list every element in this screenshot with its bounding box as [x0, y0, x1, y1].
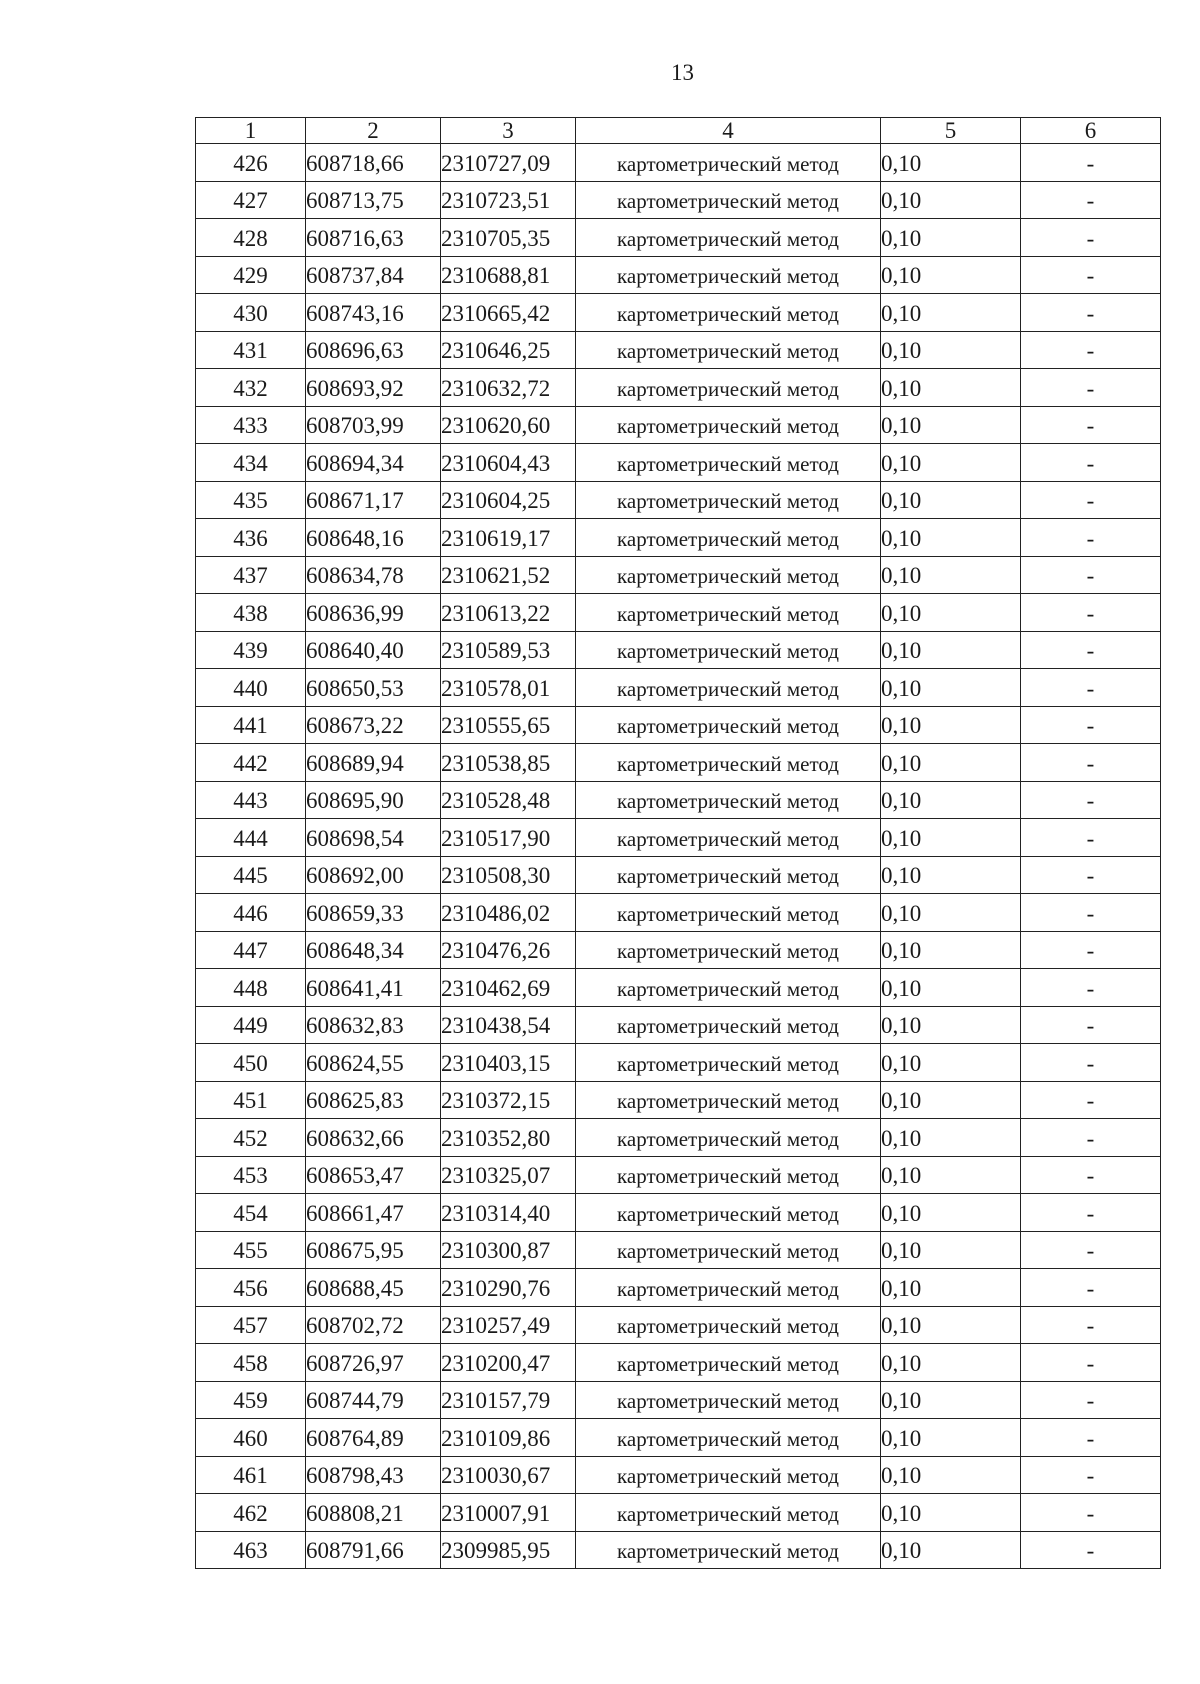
- x-coordinate-cell: 608625,83: [306, 1081, 441, 1119]
- method-cell: картометрический метод: [576, 1269, 881, 1307]
- y-coordinate-cell: 2310109,86: [441, 1419, 576, 1457]
- x-coordinate-cell: 608716,63: [306, 219, 441, 257]
- note-cell: -: [1021, 1344, 1161, 1382]
- method-cell: картометрический метод: [576, 1381, 881, 1419]
- table-row: [196, 1381, 1161, 1419]
- table-row: [196, 1531, 1161, 1569]
- method-cell: картометрический метод: [576, 219, 881, 257]
- accuracy-cell: 0,10: [881, 1006, 1021, 1044]
- y-coordinate-cell: 2310619,17: [441, 519, 576, 557]
- x-coordinate-cell: 608696,63: [306, 331, 441, 369]
- column-header-5: 5: [881, 118, 1021, 144]
- point-number-cell: 428: [196, 219, 306, 257]
- point-number-cell: 431: [196, 331, 306, 369]
- x-coordinate-cell: 608808,21: [306, 1494, 441, 1532]
- accuracy-cell: 0,10: [881, 369, 1021, 407]
- x-coordinate-cell: 608693,92: [306, 369, 441, 407]
- coordinates-table: [195, 117, 1161, 1569]
- x-coordinate-cell: 608650,53: [306, 669, 441, 707]
- note-cell: -: [1021, 744, 1161, 782]
- method-cell: картометрический метод: [576, 144, 881, 182]
- method-cell: картометрический метод: [576, 1006, 881, 1044]
- note-cell: -: [1021, 1231, 1161, 1269]
- table-row: [196, 444, 1161, 482]
- table-body: [196, 144, 1161, 1569]
- point-number-cell: 438: [196, 594, 306, 632]
- point-number-cell: 451: [196, 1081, 306, 1119]
- note-cell: -: [1021, 481, 1161, 519]
- table-row: [196, 406, 1161, 444]
- point-number-cell: 426: [196, 144, 306, 182]
- note-cell: -: [1021, 369, 1161, 407]
- y-coordinate-cell: 2310589,53: [441, 631, 576, 669]
- table-row: [196, 856, 1161, 894]
- y-coordinate-cell: 2310508,30: [441, 856, 576, 894]
- note-cell: -: [1021, 1006, 1161, 1044]
- method-cell: картометрический метод: [576, 1531, 881, 1569]
- y-coordinate-cell: 2310621,52: [441, 556, 576, 594]
- x-coordinate-cell: 608703,99: [306, 406, 441, 444]
- method-cell: картометрический метод: [576, 519, 881, 557]
- point-number-cell: 461: [196, 1456, 306, 1494]
- method-cell: картометрический метод: [576, 1044, 881, 1082]
- point-number-cell: 432: [196, 369, 306, 407]
- table-row: [196, 931, 1161, 969]
- point-number-cell: 459: [196, 1381, 306, 1419]
- x-coordinate-cell: 608661,47: [306, 1194, 441, 1232]
- accuracy-cell: 0,10: [881, 631, 1021, 669]
- point-number-cell: 439: [196, 631, 306, 669]
- method-cell: картометрический метод: [576, 669, 881, 707]
- x-coordinate-cell: 608673,22: [306, 706, 441, 744]
- note-cell: -: [1021, 331, 1161, 369]
- table-row: [196, 1044, 1161, 1082]
- x-coordinate-cell: 608659,33: [306, 894, 441, 932]
- method-cell: картометрический метод: [576, 444, 881, 482]
- point-number-cell: 457: [196, 1306, 306, 1344]
- point-number-cell: 452: [196, 1119, 306, 1157]
- note-cell: -: [1021, 1081, 1161, 1119]
- x-coordinate-cell: 608648,34: [306, 931, 441, 969]
- x-coordinate-cell: 608798,43: [306, 1456, 441, 1494]
- point-number-cell: 448: [196, 969, 306, 1007]
- y-coordinate-cell: 2310030,67: [441, 1456, 576, 1494]
- note-cell: -: [1021, 894, 1161, 932]
- accuracy-cell: 0,10: [881, 181, 1021, 219]
- y-coordinate-cell: 2310200,47: [441, 1344, 576, 1382]
- note-cell: -: [1021, 406, 1161, 444]
- method-cell: картометрический метод: [576, 856, 881, 894]
- table-row: [196, 969, 1161, 1007]
- x-coordinate-cell: 608744,79: [306, 1381, 441, 1419]
- y-coordinate-cell: 2310578,01: [441, 669, 576, 707]
- x-coordinate-cell: 608695,90: [306, 781, 441, 819]
- table-row: [196, 894, 1161, 932]
- x-coordinate-cell: 608641,41: [306, 969, 441, 1007]
- table-row: [196, 369, 1161, 407]
- column-header-3: 3: [441, 118, 576, 144]
- accuracy-cell: 0,10: [881, 1344, 1021, 1382]
- point-number-cell: 433: [196, 406, 306, 444]
- table-row: [196, 219, 1161, 257]
- point-number-cell: 462: [196, 1494, 306, 1532]
- method-cell: картометрический метод: [576, 1419, 881, 1457]
- y-coordinate-cell: 2310538,85: [441, 744, 576, 782]
- accuracy-cell: 0,10: [881, 1119, 1021, 1157]
- table-header: [196, 118, 1161, 144]
- accuracy-cell: 0,10: [881, 931, 1021, 969]
- x-coordinate-cell: 608632,83: [306, 1006, 441, 1044]
- method-cell: картометрический метод: [576, 631, 881, 669]
- accuracy-cell: 0,10: [881, 331, 1021, 369]
- x-coordinate-cell: 608713,75: [306, 181, 441, 219]
- x-coordinate-cell: 608675,95: [306, 1231, 441, 1269]
- point-number-cell: 455: [196, 1231, 306, 1269]
- table-row: [196, 744, 1161, 782]
- method-cell: картометрический метод: [576, 1194, 881, 1232]
- point-number-cell: 444: [196, 819, 306, 857]
- accuracy-cell: 0,10: [881, 1306, 1021, 1344]
- table-row: [196, 1081, 1161, 1119]
- method-cell: картометрический метод: [576, 181, 881, 219]
- point-number-cell: 436: [196, 519, 306, 557]
- method-cell: картометрический метод: [576, 894, 881, 932]
- x-coordinate-cell: 608688,45: [306, 1269, 441, 1307]
- note-cell: -: [1021, 144, 1161, 182]
- y-coordinate-cell: 2310604,25: [441, 481, 576, 519]
- method-cell: картометрический метод: [576, 556, 881, 594]
- method-cell: картометрический метод: [576, 1494, 881, 1532]
- method-cell: картометрический метод: [576, 1081, 881, 1119]
- note-cell: -: [1021, 594, 1161, 632]
- y-coordinate-cell: 2310727,09: [441, 144, 576, 182]
- y-coordinate-cell: 2310613,22: [441, 594, 576, 632]
- accuracy-cell: 0,10: [881, 294, 1021, 332]
- accuracy-cell: 0,10: [881, 444, 1021, 482]
- point-number-cell: 463: [196, 1531, 306, 1569]
- table-row: [196, 631, 1161, 669]
- method-cell: картометрический метод: [576, 331, 881, 369]
- point-number-cell: 450: [196, 1044, 306, 1082]
- accuracy-cell: 0,10: [881, 1044, 1021, 1082]
- table-row: [196, 1006, 1161, 1044]
- point-number-cell: 429: [196, 256, 306, 294]
- note-cell: -: [1021, 631, 1161, 669]
- accuracy-cell: 0,10: [881, 1494, 1021, 1532]
- point-number-cell: 458: [196, 1344, 306, 1382]
- note-cell: -: [1021, 931, 1161, 969]
- x-coordinate-cell: 608634,78: [306, 556, 441, 594]
- y-coordinate-cell: 2310486,02: [441, 894, 576, 932]
- accuracy-cell: 0,10: [881, 1156, 1021, 1194]
- note-cell: -: [1021, 1194, 1161, 1232]
- note-cell: -: [1021, 1156, 1161, 1194]
- point-number-cell: 441: [196, 706, 306, 744]
- point-number-cell: 453: [196, 1156, 306, 1194]
- accuracy-cell: 0,10: [881, 1456, 1021, 1494]
- point-number-cell: 427: [196, 181, 306, 219]
- table-row: [196, 331, 1161, 369]
- point-number-cell: 442: [196, 744, 306, 782]
- x-coordinate-cell: 608671,17: [306, 481, 441, 519]
- column-header-2: 2: [306, 118, 441, 144]
- note-cell: -: [1021, 1494, 1161, 1532]
- table-row: [196, 819, 1161, 857]
- note-cell: -: [1021, 1044, 1161, 1082]
- note-cell: -: [1021, 856, 1161, 894]
- table-row: [196, 556, 1161, 594]
- method-cell: картометрический метод: [576, 594, 881, 632]
- note-cell: -: [1021, 706, 1161, 744]
- x-coordinate-cell: 608640,40: [306, 631, 441, 669]
- table-row: [196, 144, 1161, 182]
- accuracy-cell: 0,10: [881, 556, 1021, 594]
- accuracy-cell: 0,10: [881, 219, 1021, 257]
- y-coordinate-cell: 2310352,80: [441, 1119, 576, 1157]
- accuracy-cell: 0,10: [881, 1419, 1021, 1457]
- note-cell: -: [1021, 519, 1161, 557]
- note-cell: -: [1021, 1419, 1161, 1457]
- x-coordinate-cell: 608648,16: [306, 519, 441, 557]
- note-cell: -: [1021, 1119, 1161, 1157]
- x-coordinate-cell: 608726,97: [306, 1344, 441, 1382]
- point-number-cell: 437: [196, 556, 306, 594]
- table-row: [196, 706, 1161, 744]
- x-coordinate-cell: 608694,34: [306, 444, 441, 482]
- table-row: [196, 481, 1161, 519]
- method-cell: картометрический метод: [576, 481, 881, 519]
- point-number-cell: 430: [196, 294, 306, 332]
- table-row: [196, 1494, 1161, 1532]
- accuracy-cell: 0,10: [881, 669, 1021, 707]
- point-number-cell: 435: [196, 481, 306, 519]
- accuracy-cell: 0,10: [881, 1269, 1021, 1307]
- note-cell: -: [1021, 294, 1161, 332]
- table-row: [196, 1344, 1161, 1382]
- table-row: [196, 181, 1161, 219]
- method-cell: картометрический метод: [576, 369, 881, 407]
- note-cell: -: [1021, 669, 1161, 707]
- point-number-cell: 440: [196, 669, 306, 707]
- accuracy-cell: 0,10: [881, 781, 1021, 819]
- method-cell: картометрический метод: [576, 1344, 881, 1382]
- table-row: [196, 781, 1161, 819]
- accuracy-cell: 0,10: [881, 1081, 1021, 1119]
- accuracy-cell: 0,10: [881, 894, 1021, 932]
- point-number-cell: 460: [196, 1419, 306, 1457]
- method-cell: картометрический метод: [576, 1456, 881, 1494]
- accuracy-cell: 0,10: [881, 969, 1021, 1007]
- y-coordinate-cell: 2310646,25: [441, 331, 576, 369]
- x-coordinate-cell: 608636,99: [306, 594, 441, 632]
- x-coordinate-cell: 608737,84: [306, 256, 441, 294]
- y-coordinate-cell: 2310705,35: [441, 219, 576, 257]
- method-cell: картометрический метод: [576, 781, 881, 819]
- table-row: [196, 1194, 1161, 1232]
- note-cell: -: [1021, 256, 1161, 294]
- method-cell: картометрический метод: [576, 931, 881, 969]
- table-row: [196, 256, 1161, 294]
- y-coordinate-cell: 2310300,87: [441, 1231, 576, 1269]
- point-number-cell: 449: [196, 1006, 306, 1044]
- accuracy-cell: 0,10: [881, 1381, 1021, 1419]
- accuracy-cell: 0,10: [881, 406, 1021, 444]
- x-coordinate-cell: 608624,55: [306, 1044, 441, 1082]
- y-coordinate-cell: 2310325,07: [441, 1156, 576, 1194]
- y-coordinate-cell: 2310632,72: [441, 369, 576, 407]
- method-cell: картометрический метод: [576, 706, 881, 744]
- y-coordinate-cell: 2310007,91: [441, 1494, 576, 1532]
- method-cell: картометрический метод: [576, 1156, 881, 1194]
- table-row: [196, 294, 1161, 332]
- note-cell: -: [1021, 1381, 1161, 1419]
- note-cell: -: [1021, 781, 1161, 819]
- note-cell: -: [1021, 819, 1161, 857]
- x-coordinate-cell: 608718,66: [306, 144, 441, 182]
- accuracy-cell: 0,10: [881, 1194, 1021, 1232]
- y-coordinate-cell: 2310528,48: [441, 781, 576, 819]
- x-coordinate-cell: 608698,54: [306, 819, 441, 857]
- y-coordinate-cell: 2310723,51: [441, 181, 576, 219]
- y-coordinate-cell: 2310403,15: [441, 1044, 576, 1082]
- table-row: [196, 1119, 1161, 1157]
- table-row: [196, 519, 1161, 557]
- accuracy-cell: 0,10: [881, 1231, 1021, 1269]
- note-cell: -: [1021, 181, 1161, 219]
- accuracy-cell: 0,10: [881, 856, 1021, 894]
- note-cell: -: [1021, 969, 1161, 1007]
- note-cell: -: [1021, 444, 1161, 482]
- y-coordinate-cell: 2310476,26: [441, 931, 576, 969]
- x-coordinate-cell: 608653,47: [306, 1156, 441, 1194]
- accuracy-cell: 0,10: [881, 594, 1021, 632]
- y-coordinate-cell: 2310688,81: [441, 256, 576, 294]
- column-header-1: 1: [196, 118, 306, 144]
- y-coordinate-cell: 2309985,95: [441, 1531, 576, 1569]
- method-cell: картометрический метод: [576, 969, 881, 1007]
- accuracy-cell: 0,10: [881, 256, 1021, 294]
- note-cell: -: [1021, 1306, 1161, 1344]
- table-row: [196, 1306, 1161, 1344]
- y-coordinate-cell: 2310517,90: [441, 819, 576, 857]
- point-number-cell: 445: [196, 856, 306, 894]
- table-row: [196, 1419, 1161, 1457]
- point-number-cell: 454: [196, 1194, 306, 1232]
- x-coordinate-cell: 608692,00: [306, 856, 441, 894]
- table-row: [196, 1231, 1161, 1269]
- y-coordinate-cell: 2310157,79: [441, 1381, 576, 1419]
- method-cell: картометрический метод: [576, 256, 881, 294]
- method-cell: картометрический метод: [576, 406, 881, 444]
- header-row: [196, 118, 1161, 144]
- point-number-cell: 446: [196, 894, 306, 932]
- y-coordinate-cell: 2310290,76: [441, 1269, 576, 1307]
- method-cell: картометрический метод: [576, 819, 881, 857]
- note-cell: -: [1021, 1269, 1161, 1307]
- point-number-cell: 443: [196, 781, 306, 819]
- table-row: [196, 1456, 1161, 1494]
- y-coordinate-cell: 2310620,60: [441, 406, 576, 444]
- y-coordinate-cell: 2310257,49: [441, 1306, 576, 1344]
- table-row: [196, 1156, 1161, 1194]
- table-row: [196, 594, 1161, 632]
- accuracy-cell: 0,10: [881, 819, 1021, 857]
- point-number-cell: 447: [196, 931, 306, 969]
- method-cell: картометрический метод: [576, 294, 881, 332]
- x-coordinate-cell: 608764,89: [306, 1419, 441, 1457]
- x-coordinate-cell: 608689,94: [306, 744, 441, 782]
- point-number-cell: 434: [196, 444, 306, 482]
- method-cell: картометрический метод: [576, 1306, 881, 1344]
- y-coordinate-cell: 2310665,42: [441, 294, 576, 332]
- accuracy-cell: 0,10: [881, 1531, 1021, 1569]
- y-coordinate-cell: 2310314,40: [441, 1194, 576, 1232]
- column-header-4: 4: [576, 118, 881, 144]
- accuracy-cell: 0,10: [881, 519, 1021, 557]
- y-coordinate-cell: 2310462,69: [441, 969, 576, 1007]
- method-cell: картометрический метод: [576, 744, 881, 782]
- y-coordinate-cell: 2310604,43: [441, 444, 576, 482]
- accuracy-cell: 0,10: [881, 144, 1021, 182]
- note-cell: -: [1021, 1456, 1161, 1494]
- accuracy-cell: 0,10: [881, 744, 1021, 782]
- y-coordinate-cell: 2310555,65: [441, 706, 576, 744]
- x-coordinate-cell: 608632,66: [306, 1119, 441, 1157]
- accuracy-cell: 0,10: [881, 706, 1021, 744]
- column-header-6: 6: [1021, 118, 1161, 144]
- method-cell: картометрический метод: [576, 1231, 881, 1269]
- note-cell: -: [1021, 219, 1161, 257]
- point-number-cell: 456: [196, 1269, 306, 1307]
- y-coordinate-cell: 2310438,54: [441, 1006, 576, 1044]
- x-coordinate-cell: 608743,16: [306, 294, 441, 332]
- x-coordinate-cell: 608791,66: [306, 1531, 441, 1569]
- table-row: [196, 669, 1161, 707]
- page-number: 13: [671, 60, 694, 85]
- note-cell: -: [1021, 556, 1161, 594]
- y-coordinate-cell: 2310372,15: [441, 1081, 576, 1119]
- table-row: [196, 1269, 1161, 1307]
- x-coordinate-cell: 608702,72: [306, 1306, 441, 1344]
- method-cell: картометрический метод: [576, 1119, 881, 1157]
- note-cell: -: [1021, 1531, 1161, 1569]
- accuracy-cell: 0,10: [881, 481, 1021, 519]
